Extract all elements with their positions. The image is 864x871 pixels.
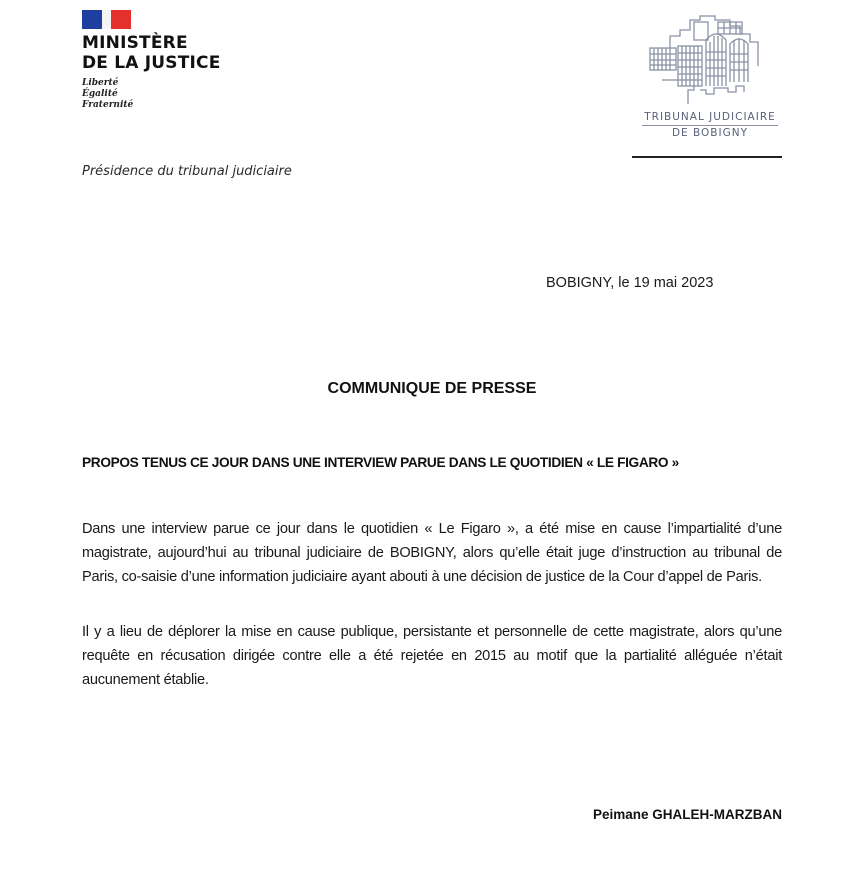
header-divider (632, 156, 782, 158)
body-paragraph-2: Il y a lieu de déplorer la mise en cause publique, persistante et personnelle de cette magistrate, alors qu’une requête en récusation dirigée contre elle a été rejetée en 2015 au motif que la partialité alléguée n’était aucunement établie. (82, 624, 782, 688)
ministry-name-line2: DE LA JUSTICE (82, 53, 221, 73)
republic-motto (82, 78, 133, 111)
french-republic-flag-logo (82, 10, 131, 29)
flag-blue-band (82, 10, 102, 29)
issuing-service: Présidence du tribunal judiciaire (82, 164, 292, 179)
courthouse-building-icon (640, 8, 790, 108)
signature: Peimane GHALEH-MARZBAN (592, 807, 782, 822)
place-and-date: BOBIGNY, le 19 mai 2023 (546, 275, 714, 291)
tribunal-name-line1: TRIBUNAL JUDICIAIRE (642, 110, 778, 126)
motto-egalite: Égalité (82, 89, 118, 99)
document-subject: PROPOS TENUS CE JOUR DANS UNE INTERVIEW PARUE DANS LE QUOTIDIEN « LE FIGARO » (82, 455, 679, 470)
flag-red-band (111, 10, 131, 29)
ministry-name (82, 33, 221, 73)
tribunal-name-line2: DE BOBIGNY (671, 127, 749, 139)
motto-liberte: Liberté (82, 78, 119, 88)
body-paragraph-1: Dans une interview parue ce jour dans le quotidien « Le Figaro », a été mise en cause l’impartialité d’une magistrate, aujourd’hui au tribunal judiciaire de BOBIGNY, alors qu’elle était juge d’instruction au tribunal de Paris, co-saisie d’une information judiciaire ayant abouti à une décision de justice de la Cour d’appel de Paris. (82, 521, 782, 585)
ministry-name-line1: MINISTÈRE (82, 33, 188, 53)
document-title: COMMUNIQUE DE PRESSE (327, 380, 537, 397)
tribunal-name (620, 110, 800, 140)
motto-fraternite: Fraternité (82, 100, 134, 110)
marianne-profile-icon (102, 10, 111, 29)
